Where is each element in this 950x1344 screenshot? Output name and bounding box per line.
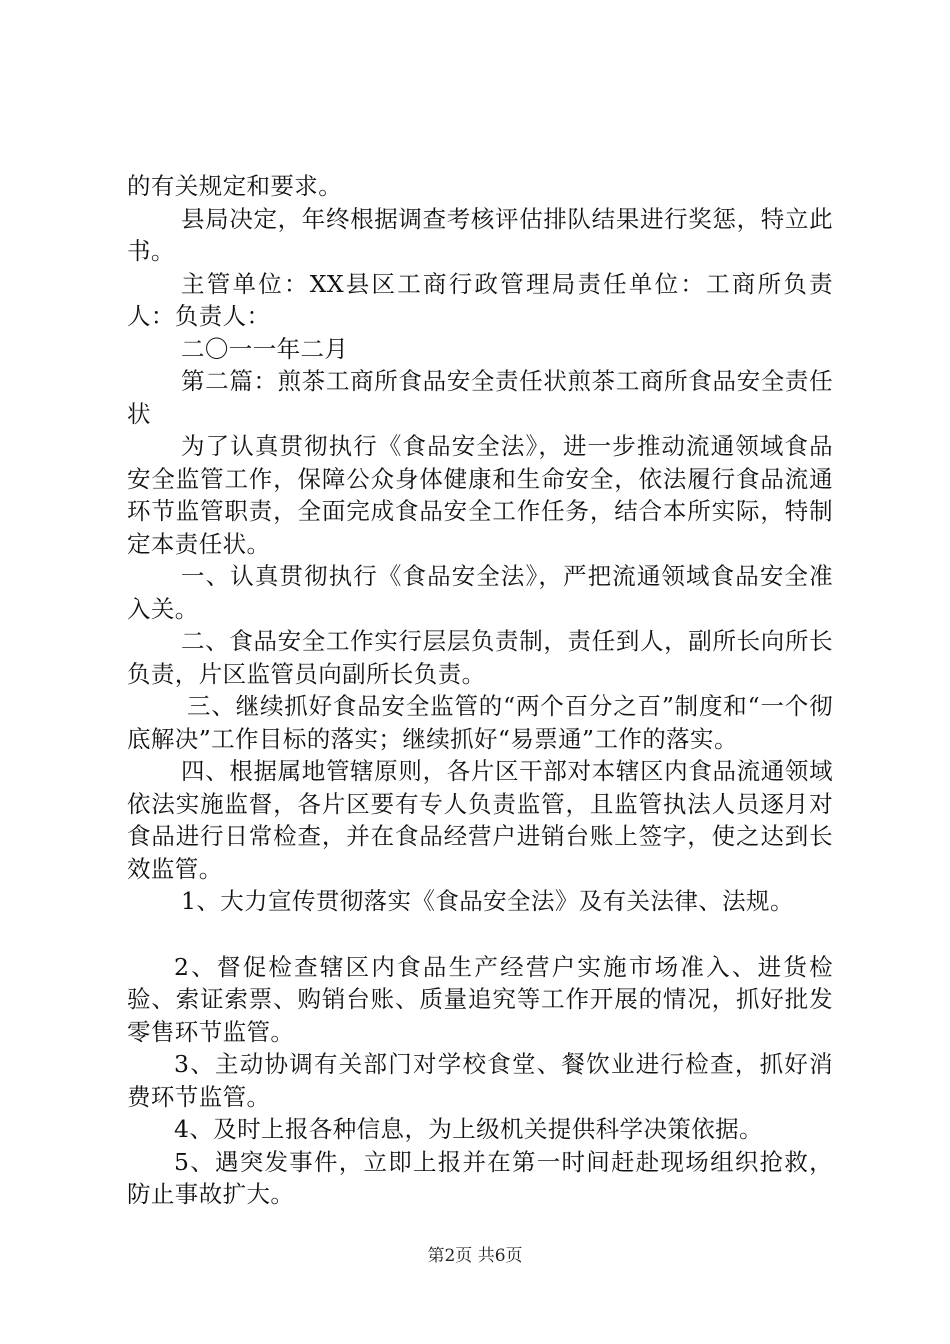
paragraph-item-1: 一、认真贯彻执行《食品安全法》，严把流通领域食品安全准入关。 [127, 562, 833, 623]
paragraph-item-4: 四、根据属地管辖原则，各片区干部对本辖区内食品流通领域依法实施监督，各片区要有专人负责监管，且监管执法人员逐月对食品进行日常检查，并在食品经营户进销台账上签字，使之达到长效监管。 [127, 757, 833, 883]
paragraph-subitem-5: 5、遇突发事件，立即上报并在第一时间赶赴现场组织抢救，防止事故扩大。 [127, 1147, 833, 1208]
paragraph-subitem-1: 1、大力宣传贯彻落实《食品安全法》及有关法律、法规。 [181, 887, 794, 915]
paragraph-decision: 县局决定，年终根据调查考核评估排队结果进行奖惩，特立此书。 [127, 204, 833, 265]
document-body [127, 170, 833, 1211]
paragraph-subitem-2: 2、督促检查辖区内食品生产经营户实施市场准入、进货检验、索证索票、购销台账、质量追究等工作开展的情况，抓好批发零售环节监管。 [127, 952, 833, 1046]
paragraph-subitem-3: 3、主动协调有关部门对学校食堂、餐饮业进行检查，抓好消费环节监管。 [127, 1050, 833, 1111]
paragraph-section-title: 第二篇：煎茶工商所食品安全责任状煎茶工商所食品安全责任状 [127, 367, 833, 428]
paragraph-item-3: 三、继续抓好食品安全监管的“两个百分之百”制度和“一个彻底解决”工作目标的落实；继续抓好“易票通”工作的落实。 [127, 692, 833, 753]
page-number: 第2页 共6页 [427, 1246, 523, 1266]
paragraph-intro: 为了认真贯彻执行《食品安全法》，进一步推动流通领域食品安全监管工作，保障公众身体健康和生命安全，依法履行食品流通环节监管职责，全面完成食品安全工作任务，结合本所实际，特制定本责任状。 [127, 432, 833, 558]
paragraph-subitem-4: 4、及时上报各种信息，为上级机关提供科学决策依据。 [174, 1115, 763, 1143]
blank-line [127, 918, 833, 951]
paragraph-continuation: 的有关规定和要求。 [127, 172, 343, 200]
paragraph-item-2: 二、食品安全工作实行层层负责制，责任到人，副所长向所长负责，片区监管员向副所长负责。 [127, 627, 833, 688]
paragraph-date: 二〇一一年二月 [181, 334, 349, 363]
paragraph-units: 主管单位：XX县区工商行政管理局责任单位：工商所负责人：负责人： [127, 269, 833, 330]
